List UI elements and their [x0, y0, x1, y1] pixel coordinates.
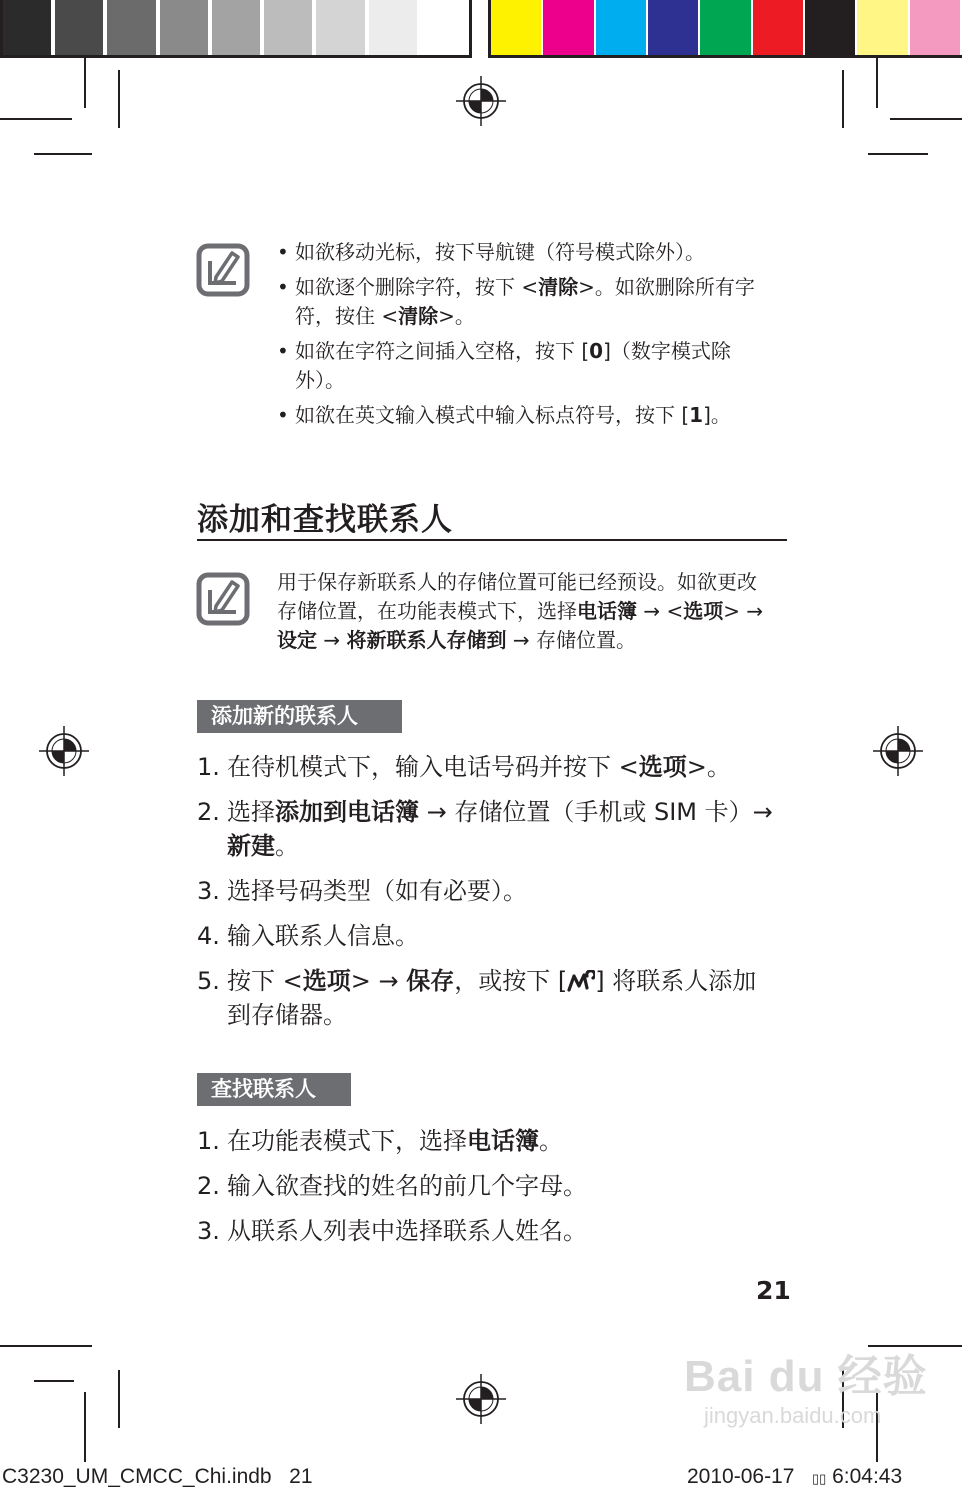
bold-term: 清除 [398, 304, 439, 328]
note-icon [196, 572, 250, 626]
gray-swatch [212, 0, 260, 55]
bold-term: 选项 [683, 599, 724, 623]
footer-filename: C3230_UM_CMCC_Chi.indb [2, 1465, 272, 1488]
bold-term: 保存 [406, 967, 455, 995]
step-number: 1. [197, 753, 220, 781]
bold-term: 电话簿 [467, 1127, 539, 1155]
bold-term: 将新联系人存储到 [346, 628, 507, 652]
gray-swatch [421, 0, 469, 55]
gray-swatch [160, 0, 208, 55]
registration-mark-icon [873, 726, 923, 776]
color-swatch [491, 0, 541, 55]
note-storage-location: 用于保存新联系人的存储位置可能已经预设。如欲更改存储位置，在功能表模式下，选择电话簿 → <选项> → 设定 → 将新联系人存储到 → 存储位置。 [277, 570, 764, 652]
step-item: 5. 按下 <选项> → 保存，或按下 [ ] 将联系人添加到存储器。 [197, 964, 777, 1032]
step-item: 3. 从联系人列表中选择联系人姓名。 [197, 1214, 777, 1248]
footer-page: 21 [289, 1465, 313, 1488]
page-number: 21 [756, 1276, 791, 1305]
gray-swatch [107, 0, 155, 55]
gray-swatch [316, 0, 364, 55]
bold-term: 1 [689, 403, 704, 427]
find-contact-steps [197, 1124, 777, 1259]
step-number: 3. [197, 877, 220, 905]
section-title: 添加和查找联系人 [197, 502, 453, 538]
color-bar [488, 0, 962, 58]
bold-term: 选项 [638, 753, 687, 781]
step-number: 1. [197, 1127, 220, 1155]
gray-swatch [55, 0, 103, 55]
color-swatch [648, 0, 698, 55]
color-swatch [596, 0, 646, 55]
add-contact-steps [197, 750, 777, 1043]
crop-mark [876, 58, 878, 108]
section-divider [197, 539, 787, 541]
step-number: 2. [197, 1172, 220, 1200]
color-swatch [753, 0, 803, 55]
note-item: • 如欲在字符之间插入空格，按下 [0]（数字模式除外）。 [277, 337, 769, 395]
crop-mark [0, 118, 72, 120]
crop-mark [0, 1345, 92, 1347]
step-item: 2. 输入欲查找的姓名的前几个字母。 [197, 1169, 777, 1203]
gray-swatch [369, 0, 417, 55]
step-item: 4. 输入联系人信息。 [197, 919, 777, 953]
footer-time: 6:04:43 [832, 1465, 903, 1488]
watermark-url: jingyan.baidu.com [704, 1403, 882, 1428]
color-swatch [805, 0, 855, 55]
watermark-brand: Bai du 经验 [684, 1352, 928, 1401]
music-key-icon [567, 970, 595, 992]
crop-mark [868, 1345, 962, 1347]
step-number: 4. [197, 922, 220, 950]
note-tips [277, 238, 769, 436]
step-item: 1. 在待机模式下，输入电话号码并按下 <选项>。 [197, 750, 777, 784]
note-item: • 如欲逐个删除字符，按下 <清除>。如欲删除所有字符，按住 <清除>。 [277, 273, 769, 331]
color-swatch [910, 0, 960, 55]
bold-term: 0 [589, 339, 604, 363]
step-number: 5. [197, 967, 220, 995]
registration-mark-icon [456, 76, 506, 126]
registration-mark-icon [456, 1374, 506, 1424]
bold-term: 设定 [277, 628, 317, 652]
color-swatch [543, 0, 593, 55]
footer-timestamp [687, 1465, 902, 1489]
step-item: 3. 选择号码类型（如有必要）。 [197, 874, 777, 908]
subheading-find-contact: 查找联系人 [197, 1073, 351, 1106]
footer-glyph: ▯▯ [811, 1471, 827, 1486]
grayscale-bar [0, 0, 472, 58]
registration-mark-icon [39, 726, 89, 776]
step-number: 3. [197, 1217, 220, 1245]
bold-term: 选项 [302, 967, 351, 995]
crop-mark [842, 70, 844, 128]
bold-term: 新建 [227, 832, 275, 860]
footer-date: 2010-06-17 [687, 1465, 795, 1488]
note-item: • 如欲移动光标，按下导航键（符号模式除外）。 [277, 238, 769, 267]
step-number: 2. [197, 798, 220, 826]
crop-mark [34, 1380, 74, 1382]
bold-term: 电话簿 [577, 599, 637, 623]
crop-mark [118, 70, 120, 128]
color-swatch [700, 0, 750, 55]
watermark [684, 1352, 928, 1430]
note-item: • 如欲在英文输入模式中输入标点符号，按下 [1]。 [277, 401, 769, 430]
bold-term: 清除 [538, 275, 579, 299]
crop-mark [868, 153, 928, 155]
crop-mark [890, 118, 962, 120]
gray-swatch [3, 0, 51, 55]
note-icon [196, 243, 250, 297]
crop-mark [84, 58, 86, 108]
footer-file [2, 1465, 313, 1489]
crop-mark [34, 153, 92, 155]
step-item: 1. 在功能表模式下，选择电话簿。 [197, 1124, 777, 1158]
crop-mark [118, 1370, 120, 1428]
crop-mark [84, 1392, 86, 1462]
bold-term: 添加到电话簿 [275, 798, 419, 826]
step-item: 2. 选择添加到电话簿 → 存储位置（手机或 SIM 卡）→ 新建。 [197, 795, 777, 863]
gray-swatch [264, 0, 312, 55]
color-swatch [857, 0, 907, 55]
subheading-add-contact: 添加新的联系人 [197, 700, 402, 733]
